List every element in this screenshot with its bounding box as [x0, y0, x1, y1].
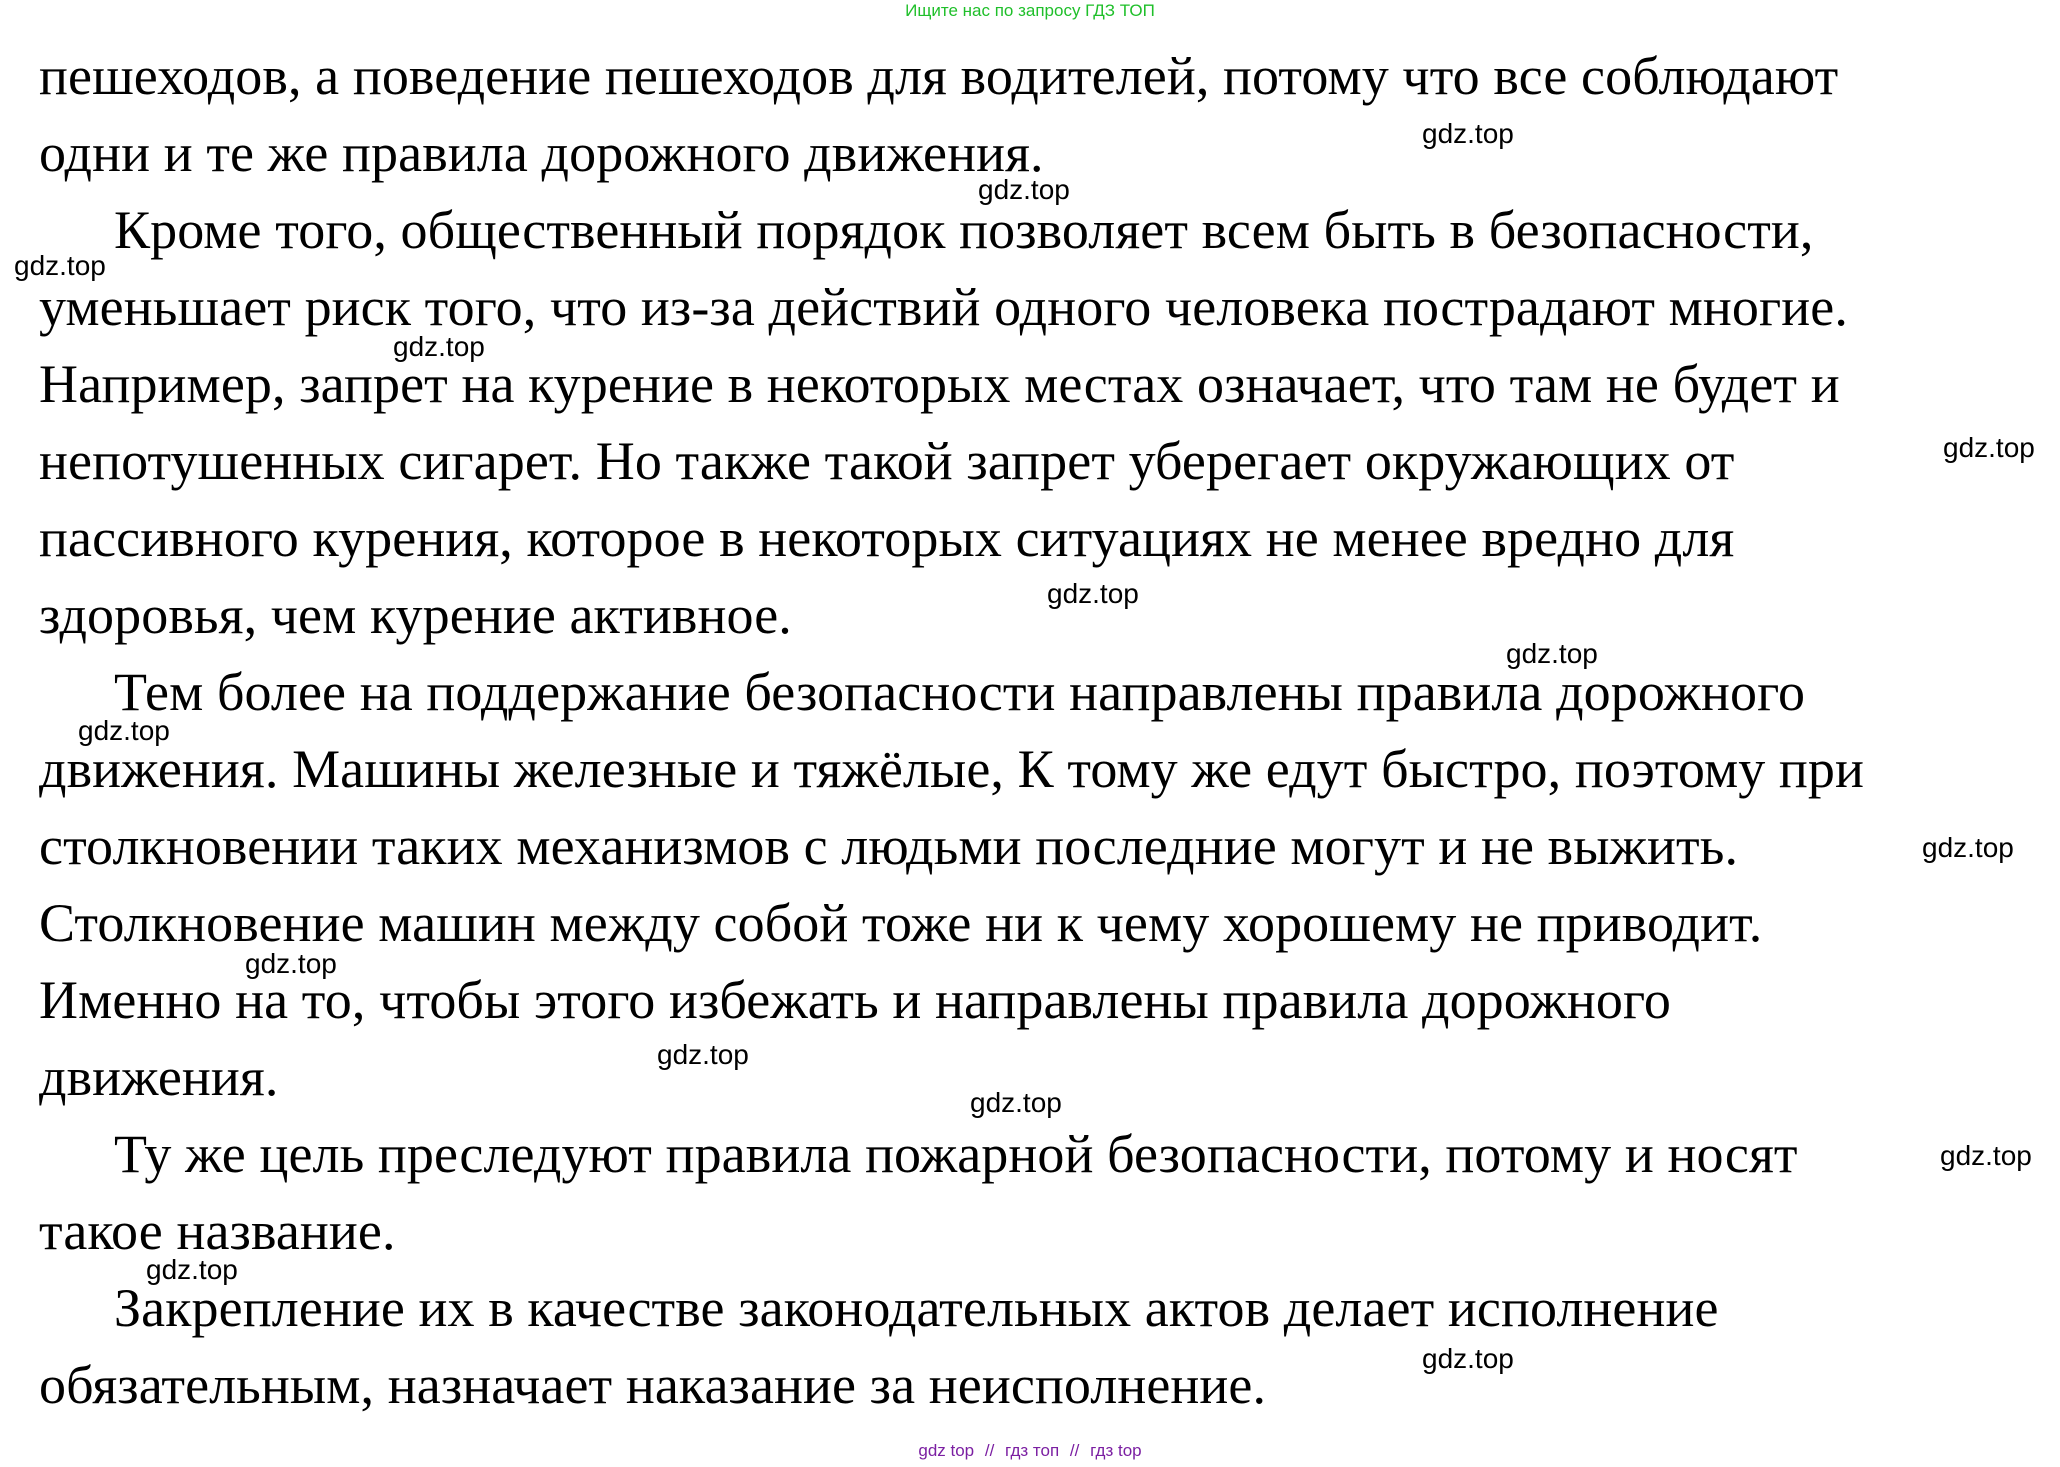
text-line: одни и те же правила дорожного движения. [39, 123, 1044, 183]
watermark: gdz.top [1922, 832, 2014, 863]
text-line: Например, запрет на курение в некоторых местах означает, что там не будет и [39, 354, 1840, 414]
footer-links [0, 1440, 2060, 1462]
watermark: gdz.top [1943, 432, 2035, 463]
watermark: gdz.top [1940, 1140, 2032, 1171]
text-line: здоровья, чем курение активное. [39, 585, 792, 645]
watermark: gdz.top [1422, 1343, 1514, 1374]
text-line: столкновении таких механизмов с людьми последние могут и не выжить. [39, 816, 1739, 876]
text-line: пешеходов, а поведение пешеходов для водителей, потому что все соблюдают [39, 46, 1839, 106]
watermark: gdz.top [245, 948, 337, 979]
footer-link[interactable]: гдз топ [1005, 1441, 1060, 1460]
watermark: gdz.top [1047, 578, 1139, 609]
text-line: уменьшает риск того, что из-за действий одного человека пострадают многие. [39, 277, 1848, 337]
watermark: gdz.top [978, 174, 1070, 205]
text-line: обязательным, назначает наказание за неисполнение. [39, 1355, 1267, 1415]
text-line: Именно на то, чтобы этого избежать и направлены правила дорожного [39, 970, 1672, 1030]
watermark: gdz.top [14, 250, 106, 281]
text-line: Закрепление их в качестве законодательных актов делает исполнение [114, 1278, 1719, 1338]
text-line: Кроме того, общественный порядок позволяет всем быть в безопасности, [114, 200, 1814, 260]
text-line: движения. Машины железные и тяжёлые, К тому же едут быстро, поэтому при [39, 739, 1865, 799]
text-line: такое название. [39, 1201, 396, 1261]
watermark: gdz.top [970, 1087, 1062, 1118]
footer-separator: // [1069, 1441, 1080, 1460]
watermark: gdz.top [1422, 118, 1514, 149]
footer-link[interactable]: гдз top [1090, 1441, 1142, 1460]
watermark: gdz.top [393, 331, 485, 362]
text-line: непотушенных сигарет. Но также такой запрет уберегает окружающих от [39, 431, 1735, 491]
text-line: движения. [39, 1047, 279, 1107]
text-line: пассивного курения, которое в некоторых ситуациях не менее вредно для [39, 508, 1735, 568]
text-line: Тем более на поддержание безопасности направлены правила дорожного [114, 662, 1806, 722]
top-banner: Ищите нас по запросу ГДЗ ТОП [905, 1, 1155, 20]
text-line: Столкновение машин между собой тоже ни к чему хорошему не приводит. [39, 893, 1763, 953]
watermark: gdz.top [1506, 638, 1598, 669]
watermark: gdz.top [146, 1254, 238, 1285]
footer-separator: // [984, 1441, 995, 1460]
text-line: Ту же цель преследуют правила пожарной безопасности, потому и носят [114, 1124, 1798, 1184]
footer-link[interactable]: gdz top [918, 1441, 975, 1460]
watermark: gdz.top [78, 715, 170, 746]
watermark: gdz.top [657, 1039, 749, 1070]
